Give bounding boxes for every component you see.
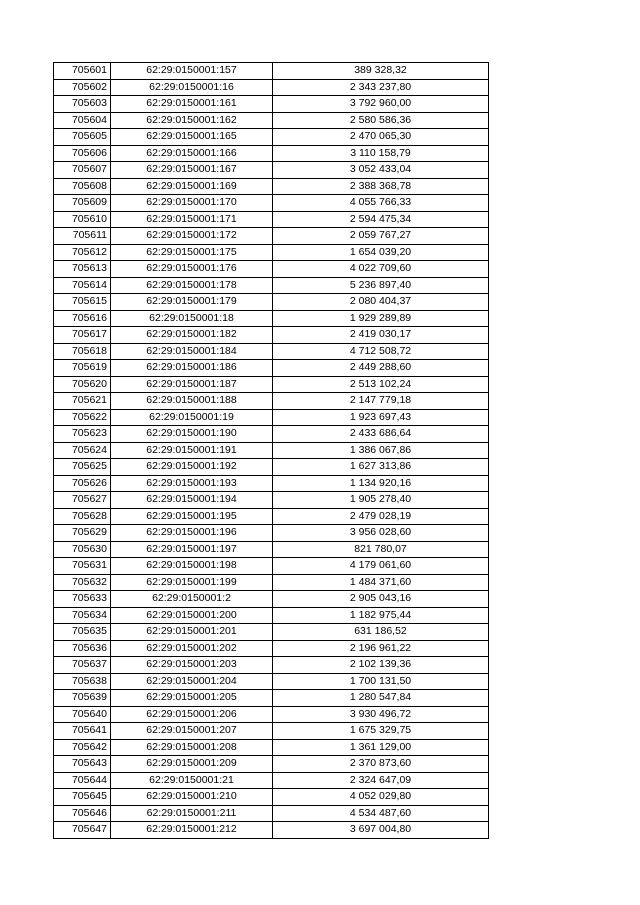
- cadastral-number-cell: 62:29:0150001:19: [111, 409, 273, 426]
- value-cell: 1 905 278,40: [273, 492, 489, 509]
- cadastral-number-cell: 62:29:0150001:16: [111, 79, 273, 96]
- cadastral-number-cell: 62:29:0150001:169: [111, 178, 273, 195]
- table-row: [54, 789, 489, 806]
- cadastral-number-cell: 62:29:0150001:193: [111, 475, 273, 492]
- value-cell: 4 052 029,80: [273, 789, 489, 806]
- table-row: [54, 508, 489, 525]
- row-number-cell: 705645: [54, 789, 111, 806]
- value-cell: 2 059 767,27: [273, 228, 489, 245]
- table-row: [54, 822, 489, 839]
- table-row: [54, 409, 489, 426]
- value-cell: 2 388 368,78: [273, 178, 489, 195]
- value-cell: 5 236 897,40: [273, 277, 489, 294]
- row-number-cell: 705611: [54, 228, 111, 245]
- cadastral-number-cell: 62:29:0150001:186: [111, 360, 273, 377]
- table-row: [54, 574, 489, 591]
- value-cell: 4 022 709,60: [273, 261, 489, 278]
- row-number-cell: 705604: [54, 112, 111, 129]
- row-number-cell: 705629: [54, 525, 111, 542]
- table-row: [54, 343, 489, 360]
- table-row: [54, 211, 489, 228]
- value-cell: 2 580 586,36: [273, 112, 489, 129]
- value-cell: 2 479 028,19: [273, 508, 489, 525]
- value-cell: 4 712 508,72: [273, 343, 489, 360]
- value-cell: 1 182 975,44: [273, 607, 489, 624]
- table-row: [54, 129, 489, 146]
- value-cell: 631 186,52: [273, 624, 489, 641]
- row-number-cell: 705634: [54, 607, 111, 624]
- value-cell: 1 361 129,00: [273, 739, 489, 756]
- row-number-cell: 705639: [54, 690, 111, 707]
- table-row: [54, 112, 489, 129]
- table-row: [54, 277, 489, 294]
- cadastral-number-cell: 62:29:0150001:206: [111, 706, 273, 723]
- table-row: [54, 294, 489, 311]
- cadastral-number-cell: 62:29:0150001:161: [111, 96, 273, 113]
- table-row: [54, 63, 489, 80]
- row-number-cell: 705602: [54, 79, 111, 96]
- cadastral-number-cell: 62:29:0150001:176: [111, 261, 273, 278]
- value-cell: 3 110 158,79: [273, 145, 489, 162]
- cadastral-number-cell: 62:29:0150001:201: [111, 624, 273, 641]
- cadastral-number-cell: 62:29:0150001:157: [111, 63, 273, 80]
- value-cell: 2 905 043,16: [273, 591, 489, 608]
- table-row: [54, 162, 489, 179]
- row-number-cell: 705618: [54, 343, 111, 360]
- row-number-cell: 705637: [54, 657, 111, 674]
- value-cell: 2 196 961,22: [273, 640, 489, 657]
- table-row: [54, 492, 489, 509]
- value-cell: 1 134 920,16: [273, 475, 489, 492]
- table-body: [54, 63, 489, 839]
- table-row: [54, 591, 489, 608]
- value-cell: 2 594 475,34: [273, 211, 489, 228]
- table-row: [54, 706, 489, 723]
- row-number-cell: 705631: [54, 558, 111, 575]
- row-number-cell: 705607: [54, 162, 111, 179]
- row-number-cell: 705624: [54, 442, 111, 459]
- table-row: [54, 607, 489, 624]
- cadastral-number-cell: 62:29:0150001:205: [111, 690, 273, 707]
- table-row: [54, 723, 489, 740]
- cadastral-number-cell: 62:29:0150001:203: [111, 657, 273, 674]
- cadastral-number-cell: 62:29:0150001:197: [111, 541, 273, 558]
- cadastral-number-cell: 62:29:0150001:21: [111, 772, 273, 789]
- row-number-cell: 705603: [54, 96, 111, 113]
- cadastral-number-cell: 62:29:0150001:210: [111, 789, 273, 806]
- row-number-cell: 705626: [54, 475, 111, 492]
- table-row: [54, 690, 489, 707]
- cadastral-number-cell: 62:29:0150001:2: [111, 591, 273, 608]
- row-number-cell: 705609: [54, 195, 111, 212]
- row-number-cell: 705606: [54, 145, 111, 162]
- cadastral-number-cell: 62:29:0150001:204: [111, 673, 273, 690]
- row-number-cell: 705642: [54, 739, 111, 756]
- value-cell: 2 080 404,37: [273, 294, 489, 311]
- table-row: [54, 805, 489, 822]
- value-cell: 2 324 647,09: [273, 772, 489, 789]
- table-row: [54, 426, 489, 443]
- value-cell: 1 929 289,89: [273, 310, 489, 327]
- value-cell: 2 513 102,24: [273, 376, 489, 393]
- cadastral-number-cell: 62:29:0150001:196: [111, 525, 273, 542]
- row-number-cell: 705632: [54, 574, 111, 591]
- table-row: [54, 178, 489, 195]
- value-cell: 3 956 028,60: [273, 525, 489, 542]
- table-row: [54, 244, 489, 261]
- row-number-cell: 705619: [54, 360, 111, 377]
- table-row: [54, 640, 489, 657]
- cadastral-number-cell: 62:29:0150001:165: [111, 129, 273, 146]
- cadastral-number-cell: 62:29:0150001:184: [111, 343, 273, 360]
- row-number-cell: 705644: [54, 772, 111, 789]
- cadastral-number-cell: 62:29:0150001:182: [111, 327, 273, 344]
- value-cell: 1 386 067,86: [273, 442, 489, 459]
- value-cell: 1 923 697,43: [273, 409, 489, 426]
- row-number-cell: 705613: [54, 261, 111, 278]
- row-number-cell: 705630: [54, 541, 111, 558]
- table-row: [54, 195, 489, 212]
- table-row: [54, 145, 489, 162]
- row-number-cell: 705628: [54, 508, 111, 525]
- row-number-cell: 705616: [54, 310, 111, 327]
- table-row: [54, 79, 489, 96]
- cadastral-number-cell: 62:29:0150001:195: [111, 508, 273, 525]
- cadastral-number-cell: 62:29:0150001:167: [111, 162, 273, 179]
- row-number-cell: 705641: [54, 723, 111, 740]
- table-row: [54, 96, 489, 113]
- row-number-cell: 705617: [54, 327, 111, 344]
- row-number-cell: 705635: [54, 624, 111, 641]
- row-number-cell: 705615: [54, 294, 111, 311]
- table-row: [54, 327, 489, 344]
- value-cell: 1 484 371,60: [273, 574, 489, 591]
- value-cell: 3 052 433,04: [273, 162, 489, 179]
- table-row: [54, 558, 489, 575]
- cadastral-number-cell: 62:29:0150001:202: [111, 640, 273, 657]
- cadastral-number-cell: 62:29:0150001:166: [111, 145, 273, 162]
- row-number-cell: 705612: [54, 244, 111, 261]
- row-number-cell: 705620: [54, 376, 111, 393]
- row-number-cell: 705621: [54, 393, 111, 410]
- table-row: [54, 261, 489, 278]
- cadastral-number-cell: 62:29:0150001:212: [111, 822, 273, 839]
- table-row: [54, 772, 489, 789]
- table-row: [54, 310, 489, 327]
- cadastral-number-cell: 62:29:0150001:200: [111, 607, 273, 624]
- row-number-cell: 705638: [54, 673, 111, 690]
- cadastral-number-cell: 62:29:0150001:178: [111, 277, 273, 294]
- cadastral-number-cell: 62:29:0150001:199: [111, 574, 273, 591]
- row-number-cell: 705608: [54, 178, 111, 195]
- cadastral-number-cell: 62:29:0150001:162: [111, 112, 273, 129]
- table-row: [54, 739, 489, 756]
- cadastral-number-cell: 62:29:0150001:171: [111, 211, 273, 228]
- cadastral-number-cell: 62:29:0150001:208: [111, 739, 273, 756]
- table-row: [54, 393, 489, 410]
- table-row: [54, 360, 489, 377]
- row-number-cell: 705610: [54, 211, 111, 228]
- row-number-cell: 705627: [54, 492, 111, 509]
- cadastral-number-cell: 62:29:0150001:187: [111, 376, 273, 393]
- row-number-cell: 705640: [54, 706, 111, 723]
- value-cell: 389 328,32: [273, 63, 489, 80]
- cadastral-number-cell: 62:29:0150001:179: [111, 294, 273, 311]
- table-row: [54, 525, 489, 542]
- table-row: [54, 541, 489, 558]
- cadastral-number-cell: 62:29:0150001:211: [111, 805, 273, 822]
- table-row: [54, 459, 489, 476]
- cadastral-number-cell: 62:29:0150001:209: [111, 756, 273, 773]
- value-cell: 1 627 313,86: [273, 459, 489, 476]
- value-cell: 3 930 496,72: [273, 706, 489, 723]
- value-cell: 3 697 004,80: [273, 822, 489, 839]
- table-row: [54, 756, 489, 773]
- value-cell: 821 780,07: [273, 541, 489, 558]
- row-number-cell: 705647: [54, 822, 111, 839]
- table-row: [54, 442, 489, 459]
- cadastral-number-cell: 62:29:0150001:194: [111, 492, 273, 509]
- value-cell: 2 147 779,18: [273, 393, 489, 410]
- cadastral-value-table: [53, 62, 489, 839]
- value-cell: 2 433 686,64: [273, 426, 489, 443]
- value-cell: 4 055 766,33: [273, 195, 489, 212]
- cadastral-number-cell: 62:29:0150001:172: [111, 228, 273, 245]
- value-cell: 4 179 061,60: [273, 558, 489, 575]
- row-number-cell: 705633: [54, 591, 111, 608]
- row-number-cell: 705614: [54, 277, 111, 294]
- value-cell: 2 470 065,30: [273, 129, 489, 146]
- row-number-cell: 705623: [54, 426, 111, 443]
- cadastral-number-cell: 62:29:0150001:170: [111, 195, 273, 212]
- value-cell: 2 343 237,80: [273, 79, 489, 96]
- value-cell: 1 654 039,20: [273, 244, 489, 261]
- value-cell: 4 534 487,60: [273, 805, 489, 822]
- value-cell: 1 700 131,50: [273, 673, 489, 690]
- row-number-cell: 705622: [54, 409, 111, 426]
- value-cell: 2 449 288,60: [273, 360, 489, 377]
- table-row: [54, 657, 489, 674]
- value-cell: 2 419 030,17: [273, 327, 489, 344]
- cadastral-number-cell: 62:29:0150001:188: [111, 393, 273, 410]
- value-cell: 1 280 547,84: [273, 690, 489, 707]
- row-number-cell: 705601: [54, 63, 111, 80]
- cadastral-number-cell: 62:29:0150001:175: [111, 244, 273, 261]
- table-row: [54, 673, 489, 690]
- cadastral-number-cell: 62:29:0150001:192: [111, 459, 273, 476]
- row-number-cell: 705625: [54, 459, 111, 476]
- cadastral-number-cell: 62:29:0150001:191: [111, 442, 273, 459]
- row-number-cell: 705636: [54, 640, 111, 657]
- value-cell: 2 102 139,36: [273, 657, 489, 674]
- value-cell: 3 792 960,00: [273, 96, 489, 113]
- table-row: [54, 475, 489, 492]
- row-number-cell: 705646: [54, 805, 111, 822]
- value-cell: 1 675 329,75: [273, 723, 489, 740]
- row-number-cell: 705605: [54, 129, 111, 146]
- table-row: [54, 624, 489, 641]
- cadastral-number-cell: 62:29:0150001:190: [111, 426, 273, 443]
- table-row: [54, 228, 489, 245]
- cadastral-number-cell: 62:29:0150001:198: [111, 558, 273, 575]
- cadastral-number-cell: 62:29:0150001:18: [111, 310, 273, 327]
- table-row: [54, 376, 489, 393]
- row-number-cell: 705643: [54, 756, 111, 773]
- cadastral-number-cell: 62:29:0150001:207: [111, 723, 273, 740]
- value-cell: 2 370 873,60: [273, 756, 489, 773]
